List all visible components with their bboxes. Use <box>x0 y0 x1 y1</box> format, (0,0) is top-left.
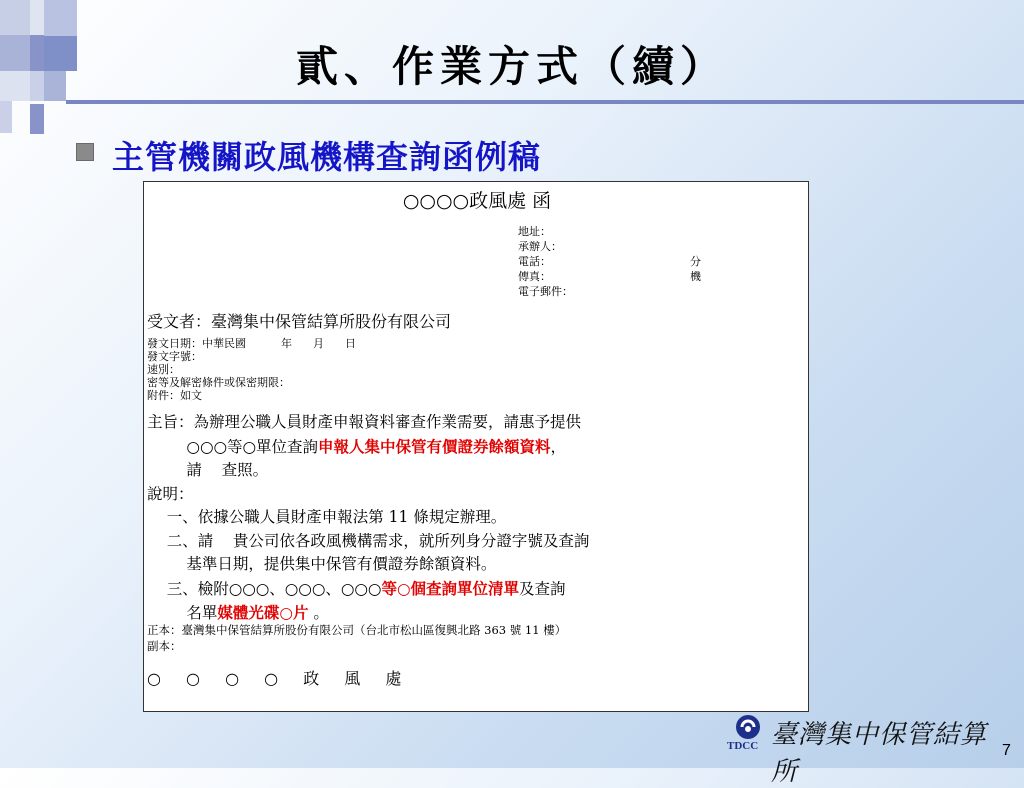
item-text: 名單 <box>147 604 218 622</box>
copy-to-line: 副本： <box>147 639 182 653</box>
doc-number-line: 發文字號： <box>147 350 202 363</box>
subject-text: ， <box>550 437 567 456</box>
item-text: 及查詢 <box>518 579 566 598</box>
logo-abbr: TDCC <box>727 740 759 752</box>
address-label: 地址： <box>518 225 551 238</box>
item-3-line-1 <box>147 577 809 602</box>
original-to-line: 正本：臺灣集中保管結算所股份有限公司（台北市松山區復興北路 363 號 11 樓） <box>147 623 567 637</box>
meta-block <box>147 337 356 402</box>
bullet-icon <box>76 143 94 161</box>
subject-text: ○○○等○單位查詢 <box>147 437 319 456</box>
phone-label: 電話： <box>518 255 551 268</box>
letter-document <box>143 181 809 712</box>
subject-line-2 <box>147 435 809 460</box>
contact-block <box>518 224 701 299</box>
slide-title: 貳、作業方式（續） <box>295 42 728 91</box>
item-text: 。 <box>308 604 329 622</box>
item-text: 三、檢附○○○、○○○、○○○ <box>147 579 382 598</box>
item-2-line-1: 二、請 貴公司依各政風機構需求，就所列身分證字號及查詢 <box>147 531 590 550</box>
handler-label: 承辦人： <box>518 240 562 253</box>
page-number: 7 <box>1002 742 1011 759</box>
item-2-line-2: 基準日期，提供集中保管有價證券餘額資料。 <box>147 555 497 573</box>
title-divider <box>66 100 1024 104</box>
recipient-line: 受文者：臺灣集中保管結算所股份有限公司 <box>147 312 452 331</box>
speed-line: 速別： <box>147 363 180 376</box>
attachment-line: 附件：如文 <box>147 389 202 402</box>
fax-label: 傳真： <box>518 270 551 283</box>
logo-name: 臺灣集中保管結算所 <box>771 720 988 787</box>
letter-body <box>147 411 809 626</box>
secrecy-line: 密等及解密條件或保密期限： <box>147 376 290 389</box>
highlight-text: 媒體光碟○片 <box>217 603 309 622</box>
explain-label: 說明： <box>147 484 194 503</box>
letter-heading: ○○○○政風處 函 <box>402 190 552 212</box>
tdcc-logo-icon <box>735 714 761 740</box>
subject-line-1: 主旨：為辦理公職人員財產申報資料審查作業需要，請惠予提供 <box>147 413 582 431</box>
item-1: 一、依據公職人員財產申報法第 11 條規定辦理。 <box>147 508 507 526</box>
email-label: 電子郵件： <box>518 285 573 298</box>
highlight-text: 等○個查詢單位清單 <box>381 578 519 598</box>
subject-line-3: 請 查照。 <box>147 461 269 479</box>
signature-line: ○ ○ ○ ○ 政 風 處 <box>147 669 412 688</box>
extension-label: 分機 <box>690 255 701 283</box>
highlight-text: 申報人集中保管有價證券餘額資料 <box>318 436 551 456</box>
tdcc-logo <box>727 712 1007 787</box>
distribution-block <box>147 622 566 654</box>
slide-subtitle: 主管機關政風機構查詢函例稿 <box>112 138 542 176</box>
date-line: 發文日期：中華民國 年 月 日 <box>147 337 356 350</box>
